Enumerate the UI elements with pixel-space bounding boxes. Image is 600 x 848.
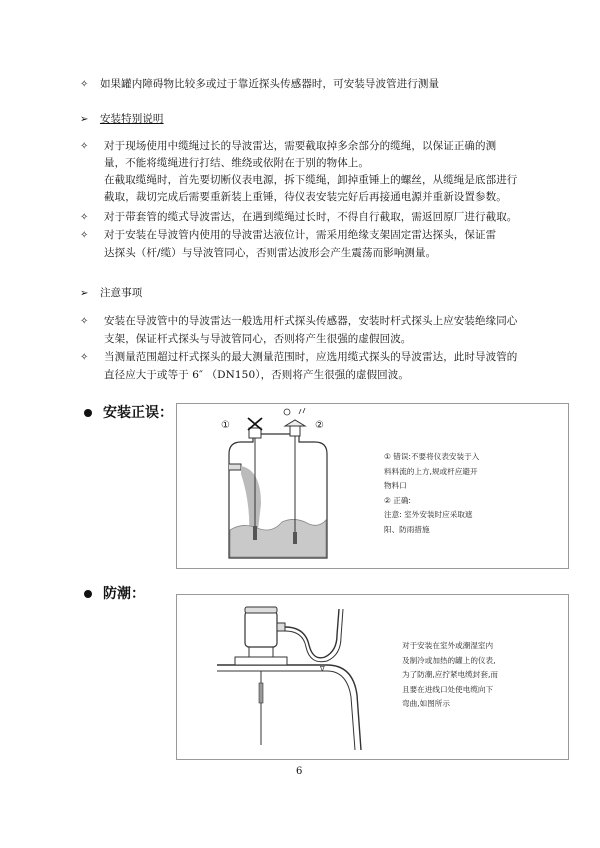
install-note-line-6: 阳、防雨措施 xyxy=(384,524,430,534)
diamond-bullet-icon: ✧ xyxy=(80,230,89,241)
instrument-cap xyxy=(245,607,277,613)
cable xyxy=(285,609,339,658)
moisture-note-line-5: 弯曲,如图所示 xyxy=(402,699,450,708)
inlet-pipe xyxy=(229,464,241,470)
instrument-housing xyxy=(245,611,277,647)
tank-roof-inner xyxy=(217,671,355,750)
install-diagram xyxy=(177,404,568,568)
moisture-heading: 防潮： xyxy=(103,586,145,602)
moisture-note-line-2: 及制冷或加热的罐上的仪表, xyxy=(402,655,496,665)
arrow-bullet-icon: ➢ xyxy=(80,114,89,125)
moisture-note-line-4: 且要在进线口处使电缆向下 xyxy=(402,684,494,694)
sun-shade xyxy=(285,420,305,426)
weight-right xyxy=(293,532,297,544)
notes-item-2-line-1: 当测量范围超过杆式探头的最大测量范围时，应选用缆式探头的导波雷达，此时导波管的 xyxy=(104,351,518,363)
notes-item-2 xyxy=(80,349,88,366)
notes-item-1-line-2: 支架，保证杆式探头与导波管同心，否则将产生很强的虚假回波。 xyxy=(104,333,412,345)
cable-outer xyxy=(285,609,343,662)
install-note-line-1: ① 错误:不要将仪表安装于入 xyxy=(384,452,480,461)
install-figure xyxy=(176,403,569,569)
material-pile xyxy=(230,519,326,557)
probe-segment xyxy=(259,683,263,703)
special-item-3-line-1: 对于安装在导波管内使用的导波雷达液位计，需采用绝缘支架固定雷达探头，保证雷 xyxy=(104,229,497,241)
flange xyxy=(235,657,287,665)
install-note-line-3: 物料口 xyxy=(384,481,407,490)
special-item-1-line-1: 对于现场使用中缆绳过长的导波雷达，需要截取掉多余部分的缆绳，以保证正确的测 xyxy=(104,140,497,152)
diamond-bullet-icon: ✧ xyxy=(80,316,89,327)
moisture-heading-bullet xyxy=(84,590,92,598)
install-note-line-2: 料料流的上方,规或杆应避开 xyxy=(384,466,478,476)
moisture-figure xyxy=(176,594,569,760)
notes-heading: 注意事项 xyxy=(99,287,143,299)
top-item-text: 如果罐内障碍物比较多或过于靠近探头传感器时，可安装导波管进行测量 xyxy=(99,78,440,90)
special-heading-row xyxy=(80,111,164,128)
notes-item-1-line-1: 安装在导波管中的导波雷达一般选用杆式探头传感器，安装时杆式探头上应安装绝缘同心 xyxy=(104,315,518,327)
label-right: ② xyxy=(315,420,324,431)
install-note xyxy=(384,450,479,537)
diamond-bullet-icon: ✧ xyxy=(80,212,89,223)
diamond-bullet-icon: ✧ xyxy=(80,79,89,90)
special-item-1-line-2: 量，不能将缆绳进行打结、维绕或依附在于别的物体上。 xyxy=(104,157,369,169)
cable-gland xyxy=(277,623,285,631)
moisture-note-line-3: 为了防潮,应拧紧电缆封套,而 xyxy=(402,670,498,679)
install-heading-bullet xyxy=(84,409,92,417)
page-number: 6 xyxy=(296,766,303,777)
instrument-wrong-head xyxy=(249,428,261,438)
rain-drop-b xyxy=(303,408,305,413)
drip-icon: ∇ xyxy=(320,665,325,673)
tank-roof xyxy=(217,665,361,750)
special-item-3 xyxy=(80,227,88,244)
special-item-3-line-2: 达探头（杆/缆）与导波管同心，否则雷达波形会产生震荡而影响测量。 xyxy=(104,247,437,259)
notes-heading-row xyxy=(80,285,142,302)
diamond-bullet-icon: ✧ xyxy=(80,352,89,363)
instrument-right-head xyxy=(290,426,300,436)
install-note-line-4: ② 正确: xyxy=(384,495,411,505)
arrow-bullet-icon: ➢ xyxy=(80,288,89,299)
special-heading: 安装特别说明 xyxy=(99,113,164,125)
sun-icon xyxy=(284,409,290,415)
weight-wrong xyxy=(253,526,257,540)
instrument-neck xyxy=(249,647,273,657)
special-item-2-line-1: 对于带套管的缆式导波雷达，在遇到缆绳过长时，不得自行截取，需返回原厂进行截取。 xyxy=(104,211,518,223)
special-item-2 xyxy=(80,209,88,226)
special-item-1-line-4: 截取，裁切完成后需要重新装上重锤，待仪表安装完好后再接通电源并重新设置参数。 xyxy=(104,191,507,203)
notes-item-2-line-2: 直径应大于或等于 6″ （DN150），否则将产生很强的虚假回波。 xyxy=(104,369,409,381)
label-wrong: ① xyxy=(221,420,230,431)
moisture-note xyxy=(402,639,498,712)
rain-drop-a xyxy=(299,409,301,414)
install-heading: 安装正误： xyxy=(103,405,173,421)
top-item xyxy=(80,76,439,93)
moisture-diagram xyxy=(177,595,568,759)
special-item-1-line-3: 在截取缆绳时，首先要切断仪表电源，拆下缆绳，卸掉重锤上的螺丝，从缆绳是底部进行 xyxy=(104,174,518,186)
moisture-note-line-1: 对于安装在室外或潮湿室内 xyxy=(402,641,494,650)
special-item-1 xyxy=(80,138,88,155)
diamond-bullet-icon: ✧ xyxy=(80,141,89,152)
install-note-line-5: 注意: 室外安装时应采取遮 xyxy=(384,510,473,519)
notes-item-1 xyxy=(80,313,88,330)
